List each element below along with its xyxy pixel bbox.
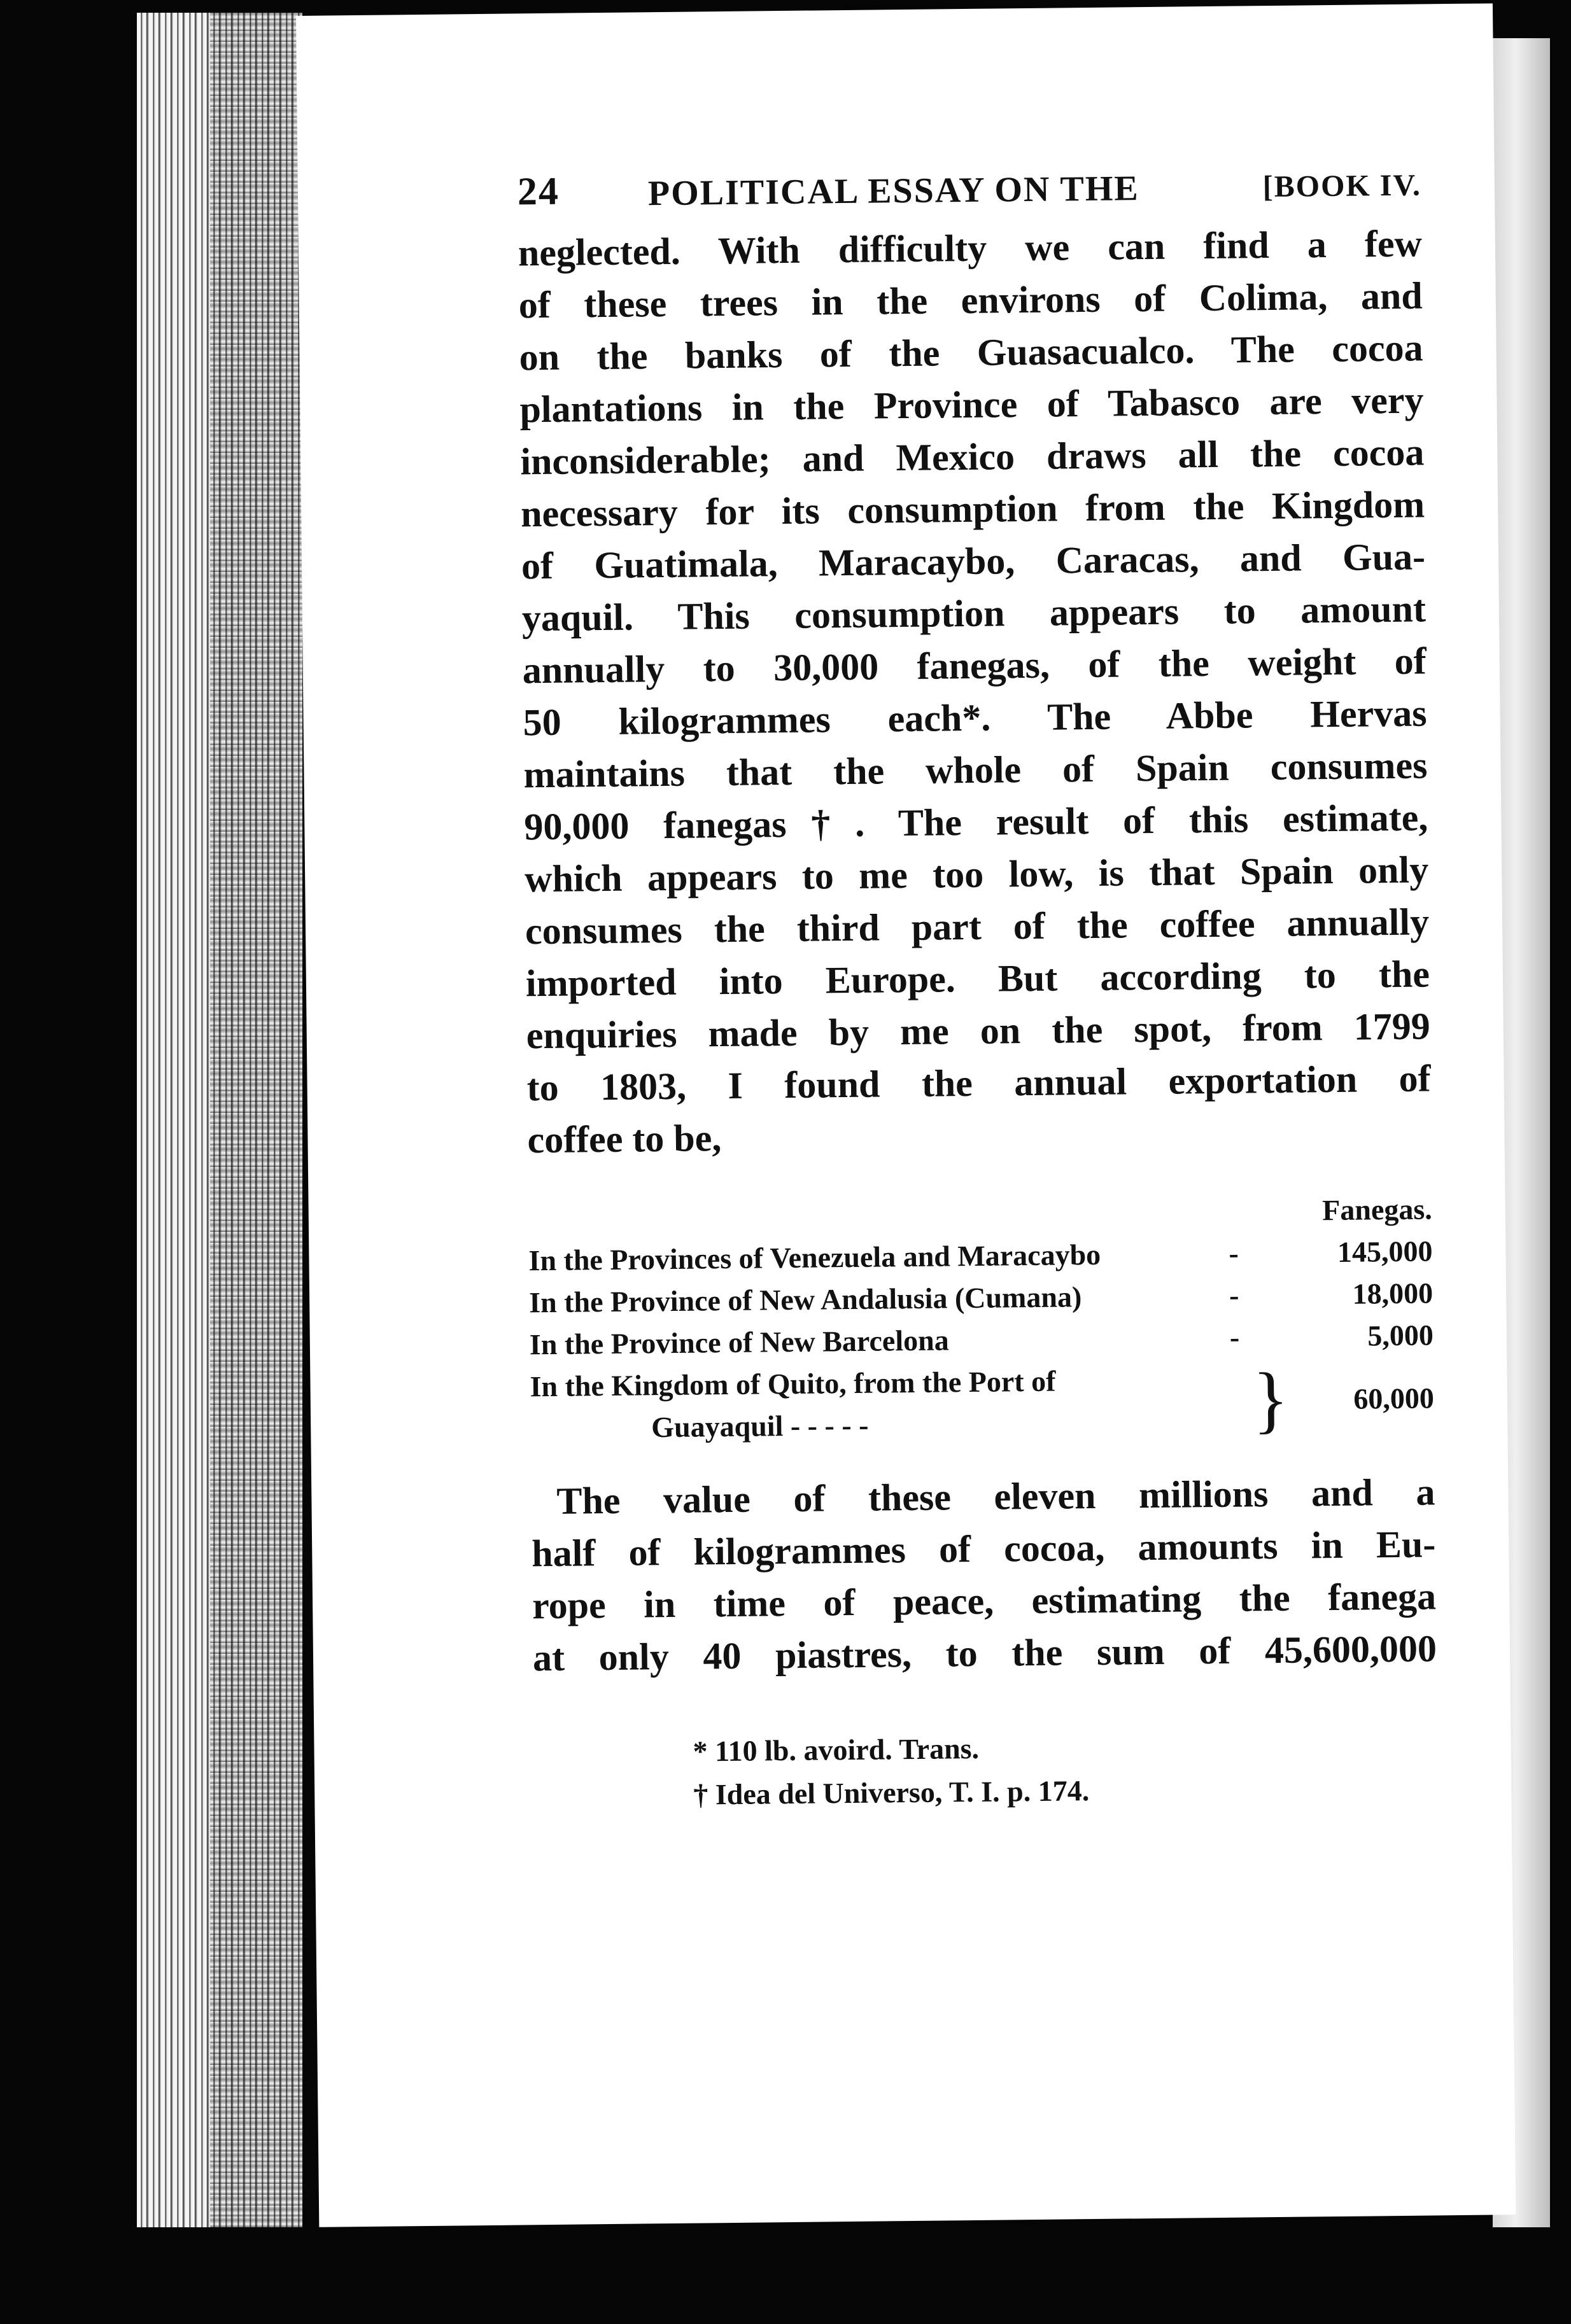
text-line: yaquil. This consumption appears to amount	[521, 587, 1427, 640]
text-line: enquiries made by me on the spot, from 1799	[526, 1005, 1431, 1057]
table-amount: 145,000	[1337, 1235, 1433, 1268]
text-line: inconsiderable; and Mexico draws all the cocoa	[520, 431, 1425, 483]
text-line: The value of these eleven millions and a	[556, 1471, 1435, 1522]
text-line: plantations in the Province of Tabasco are very	[519, 379, 1424, 431]
paragraph-1	[518, 217, 1431, 1166]
table-amount: 5,000	[1367, 1319, 1434, 1352]
table-amount: 18,000	[1352, 1277, 1434, 1310]
text-line: neglected. With difficulty we can find a few	[518, 222, 1423, 274]
text-line: to 1803, I found the annual exportation of	[526, 1057, 1431, 1109]
table-place: In the Province of New Andalusia (Cumana)	[528, 1280, 1082, 1319]
text-line: necessary for its consumption from the Kingdom	[520, 483, 1425, 535]
brace: }	[1252, 1357, 1290, 1441]
binding-shadow	[210, 13, 306, 2227]
page-number: 24	[517, 169, 560, 214]
export-table	[528, 1188, 1434, 1450]
table-dash: -	[1229, 1320, 1240, 1354]
text-line: which appears to me too low, is that Spain only	[524, 848, 1429, 900]
text-line: consumes the third part of the coffee annually	[525, 900, 1430, 953]
text-line: on the banks of the Guasacualco. The cocoa	[519, 326, 1423, 379]
footnote: † Idea del Universo, T. I. p. 174.	[693, 1774, 1090, 1811]
text-line: at only 40 piastres, to the sum of 45,600,000	[532, 1627, 1437, 1679]
table-place: In the Province of New Barcelona	[529, 1324, 949, 1361]
footnote: * 110 lb. avoird. Trans.	[693, 1732, 980, 1768]
text-line: 50 kilogrammes each*. The Abbe Hervas	[523, 692, 1427, 744]
paragraph-2	[531, 1466, 1437, 1684]
text-line: 90,000 fanegas†. The result of this estimate,	[524, 796, 1428, 848]
table-row	[530, 1356, 1434, 1450]
text-line: maintains that the whole of Spain consumes	[523, 744, 1428, 796]
table-unit-header: Fanegas.	[1321, 1193, 1432, 1227]
running-head	[518, 160, 1422, 227]
running-title: POLITICAL ESSAY ON THE	[647, 169, 1140, 214]
table-dash: -	[1229, 1236, 1239, 1270]
text-line: annually to 30,000 fanegas, of the weight of	[522, 640, 1427, 692]
table-dash: -	[1229, 1278, 1239, 1312]
text-line: of Guatimala, Maracaybo, Caracas, and Gua-	[521, 535, 1426, 587]
table-place: In the Kingdom of Quito, from the Port of	[530, 1364, 1056, 1403]
text-line: rope in time of peace, estimating the fanega	[532, 1575, 1437, 1627]
text-line: imported into Europe. But according to the	[525, 953, 1430, 1005]
text-line: coffee to be,	[527, 1117, 722, 1161]
footnotes	[533, 1722, 1438, 1818]
table-place-continued: Guayaquil - - - - -	[651, 1408, 869, 1444]
table-place: In the Provinces of Venezuela and Maracaybo	[528, 1238, 1101, 1277]
text-block	[518, 160, 1439, 1819]
book-page	[296, 3, 1516, 2227]
book-label: [BOOK IV.	[1262, 168, 1422, 204]
table-amount: 60,000	[1353, 1382, 1435, 1415]
text-line: half of kilogrammes of cocoa, amounts in Eu-	[531, 1523, 1436, 1575]
text-line: of these trees in the environs of Colima, and	[518, 274, 1423, 326]
